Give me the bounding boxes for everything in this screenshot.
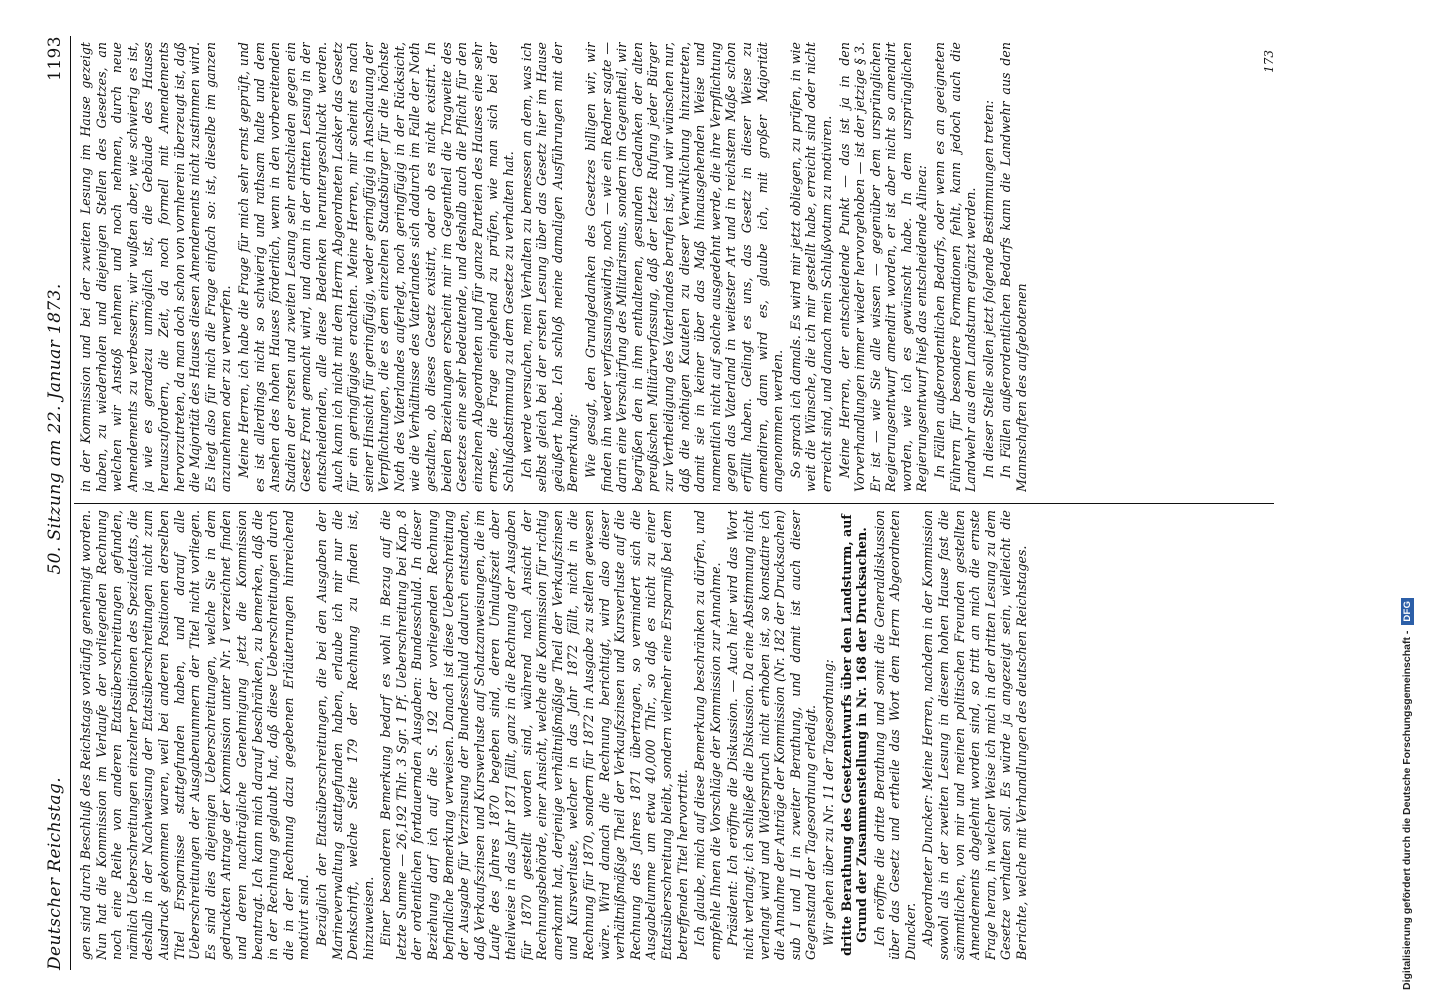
right-column (78, 42, 1268, 492)
signature-mark: 173 (1262, 50, 1276, 73)
digitization-credit (1397, 20, 1417, 990)
paragraph: gen sind durch Beschluß des Reichstags vorläufig genehmigt worden. Nun hat die Kommission im Verlaufe der vorliegenden Rechnung noch eine Reihe von anderen Etatsüberschreitungen gefunden, nämlich Ueberschreitungen einzelner Positionen des Spezialetats, die deshalb in der Nachweisung der Etatsüberschreitungen nicht zum Ausdruck gekommen waren, weil bei anderen Positionen derselben Titel Ersparnisse stattgefunden haben, und darauf alle Ueberschreitungen der Ausgabenummern der Titel nicht vorliegen. Es sind dies diejenigen Ueberschreitungen, welche Sie in dem gedruckten Antrage der Kommission unter Nr. I verzeichnet finden und deren nachträgliche Genehmigung jetzt die Kommission beantragt. Ich kann mich darauf beschränken, zu bemerken, daß die in der Rechnung geglaubt hat, daß diese Ueberschreitungen durch die in der Rechnung dazu gegebenen Erläuterungen hinreichend motivirt sind. (78, 510, 312, 960)
paragraph: Abgeordneter Duncker: Meine Herren, nachdem in der Kommission sowohl als in der zweiten Lesung in diesem hohen Hause fast die sämmtlichen, von mir und meinen politischen Freunden gestellten Amendements abgelehnt worden sind, so tritt an mich die ernste Frage heran, in welcher Weise ich mich in der dritten Lesung zu dem Gesetze verhalten soll. Es würde ja angezeigt sein, vielleicht die Berichte, welche mit Verhandlungen des deutschen Reichstages. (920, 510, 1030, 960)
paragraph: in der Kommission und bei der zweiten Lesung im Hause gezeigt haben, zu wiederholen und diejenigen Stellen des Gesetzes, an welchen wir Anstoß nehmen und noch nehmen, durch neue Amendements zu verbessern; wir wußten aber, wie schwierig es ist, ja wie es geradezu unmöglich ist, die Gebäude des Hauses herauszufordern, die Zeit, da noch formell mit Amendements hervorzutreten, da man doch schon von vornherein überzeugt ist, daß die Majorität des Hauses diesen Amendements nicht zustimmen wird. Es liegt also für mich die Frage einfach so: ist, dieselbe im ganzen anzunehmen oder zu verwerfen. (78, 42, 234, 492)
page-header (42, 36, 68, 970)
paragraph: Präsident: Ich eröffne die Diskussion. — Auch hier wird das Wort nicht verlangt; ich schließe die Diskussion. Da eine Abstimmung nicht verlangt wird und Widerspruch nicht erhoben ist, so konstatire ich die Annahme der Anträge der Kommission (Nr. 182 der Drucksachen) sub I und II in zweiter Berathung, und damit ist auch dieser Gegenstand der Tagesordnung erledigt. (725, 510, 819, 960)
paragraph: Bezüglich der Etatsüberschreitungen, die bei den Ausgaben der Marineverwaltung stattgefunden haben, erlaube ich mir nur die Denkschrift, welche Seite 179 der Rechnung zu finden ist, hinzuweisen. (313, 510, 376, 960)
paragraph: Ich werde versuchen, mein Verhalten zu bemessen an dem, was ich selbst gleich bei der ersten Lesung über das Gesetz hier im Hause geäußert habe. Ich schloß meine damaligen Ausführungen mit der Bemerkung: (518, 42, 581, 492)
paragraph: Wir gehen über zu Nr. 11 der Tagesordnung: (820, 659, 836, 946)
page-number: 1193 (45, 36, 65, 81)
paragraph: Meine Herren, ich habe die Frage für mich sehr ernst geprüft, und es ist allerdings nicht so schwierig und rathsam halte und dem Ansehen des hohen Hauses förderlich, wenn in den vorbereitenden Stadien der ersten und zweiten Lesung sehr entschieden gegen ein Gesetz Front gemacht wird, und dann in der dritten Lesung in der entscheidenden, alle diese Bedenken heruntergeschluckt werden. Auch kann ich nicht mit dem Herrn Abgeordneten Lasker das Gesetz für ein geringfügiges erachten. Meine Herren, mir scheint es nach seiner Hinsicht für geringfügig, weder geringfügig in Anschauung der Verpflichtungen, die es dem einzelnen Staatsbürger für die höchste Noth des Vaterlandes auferlegt, noch geringfügig in der Rücksicht, wie die Verhältnisse des Vaterlandes sich dadurch im Falle der Noth gestalten, ob dieses Gesetz existirt, oder ob es nicht existirt. In beiden Beziehungen erscheint mir im Gegentheil die Tragweite des Gesetzes eine sehr bedeutende, und deshalb auch die Pflicht für den einzelnen Abgeordneten und für ganze Parteien des Hauses eine sehr ernste, die Frage eingehend zu prüfen, wie man sich bei der Schlußabstimmung zu dem Gesetze zu verhalten hat. (235, 42, 517, 492)
paragraph: In dieser Stelle sollen jetzt folgende Bestimmungen treten: (980, 100, 996, 478)
publication-title: Deutscher Reichstag. (45, 777, 65, 970)
quoted-paragraph: Wie gesagt, den Grundgedanken des Gesetzes billigen wir, wir finden ihn weder verfassungswidrig, noch — wie ein Redner sagte — darin eine Verschärfung des Militarismus, sondern im Gegentheil, wir begrüßen den in ihm enthaltenen, gesunden Gedanken der alten preußischen Militärverfassung, daß der letzte Rufung jeder Bürger zur Vertheidigung des Vaterlandes berufen ist, und wir wünschen nur, daß die nöthigen Kautelen zu dieser Verwirklichung hinzutreten, damit sie in keiner über das Maß hinausgehenden Weise und namentlich nicht auf solche ausgedehnt werde, die ihre Verpflichtung gegen das Vaterland in weitester Art und in reichstem Maße schon erfüllt haben. Gelingt es uns, das Gesetz in dieser Weise zu amendiren, dann wird es, glaube ich, mit großer Majorität angenommen werden. (583, 42, 786, 492)
dfg-logo: DFG (1401, 598, 1414, 625)
quoted-paragraph: In Fällen außerordentlichen Bedarfs kann die Landwehr aus den Mannschaften des aufgebotenen (998, 42, 1030, 492)
paragraph: Ich glaube, mich auf diese Bemerkung beschränken zu dürfen, und empfehle Ihnen die Vorschläge der Kommission zur Annahme. (692, 510, 723, 960)
paragraph: Einer besonderen Bemerkung bedarf es wohl in Bezug auf die letzte Summe — 26,192 Thlr. 3 Sgr. 1 Pf. Ueberschreitung bei Kap. 8 der ordentlichen fortdauernden Ausgaben: Bundesschuld. In dieser Beziehung darf ich auf die S. 192 der vorliegenden Rechnung befindliche Bemerkung verweisen. Danach ist diese Ueberschreitung der Ausgabe für Verzinsung der Bundesschuld dadurch entstanden, daß Verkaufszinsen und Kurswerluste auf Schatzanweisungen, die im Laufe des Jahres 1870 begeben sind, deren Umlaufszeit aber theilweise in das Jahr 1871 fällt, ganz in die Rechnung der Ausgaben für 1870 gestellt worden sind, während nach Ansicht der Rechnungsbehörde, einer Ansicht, welche die Kommission für richtig anerkannt hat, derjenige verhältnißmäßige Theil der Verkaufszinsen und Kursverluste, welcher in das Jahr 1872 fällt, nicht in die Rechnung für 1870, sondern für 1872 in Ausgabe zu stellen gewesen wäre. Wird danach die Rechnung berichtigt, wird also dieser verhältnißmäßige Theil der Verkaufszinsen und Kursverluste auf die Rechnung des Jahres 1871 übertragen, so vermindert sich die Ausgabelumme um etwa 40,000 Thlr., so daß es nicht zu einer Etatsüberschreitung bleibt, sondern vielmehr eine Ersparniß bei dem betreffenden Titel hervortritt. (378, 510, 690, 960)
agenda-item-heading: dritte Berathung des Gesetzentwurfs über den Landsturm, auf Grund der Zusammenstellung in Nr. 168 der Drucksachen. (838, 514, 870, 956)
paragraph: Ich eröffne die dritte Berathung und somit die Generaldiskussion über das Gesetz und ertheile das Wort dem Herrn Abgeordneten Duncker. (871, 510, 918, 960)
credit-text: Digitalisierung gefördert durch die Deutsche Forschungsgemeinschaft - (1401, 630, 1413, 990)
column-divider (74, 503, 1274, 504)
paragraph: So sprach ich damals. Es wird mir jetzt obliegen, zu prüfen, in wie weit die Wünsche, die ich mir gestellt habe, erreicht sind oder nicht erreicht sind, und danach mein Schlußvotum zu motiviren. (787, 42, 834, 492)
left-column (78, 510, 1268, 960)
paragraph: Meine Herren, der entscheidende Punkt — das ist ja in den Vorverhandlungen immer wieder hervorgehoben — ist der jetzige § 3. Er ist — wie Sie alle wissen — gegenüber dem ursprünglichen Regierungsentwurf amendirt worden, er ist aber nicht so amendirt worden, wie ich es gewünscht habe. In dem ursprünglichen Regierungsentwurf hieß das entscheidende Alinea: (836, 42, 930, 492)
quoted-paragraph: In Fällen außerordentlichen Bedarfs, oder wenn es an geeigneten Führern für besondere Formationen fehlt, kann jedoch auch die Landwehr aus dem Landsturm ergänzt werden. (932, 42, 979, 492)
session-title: 50. Sitzung am 22. Januar 1873. (45, 283, 65, 575)
header-rule (70, 36, 71, 970)
